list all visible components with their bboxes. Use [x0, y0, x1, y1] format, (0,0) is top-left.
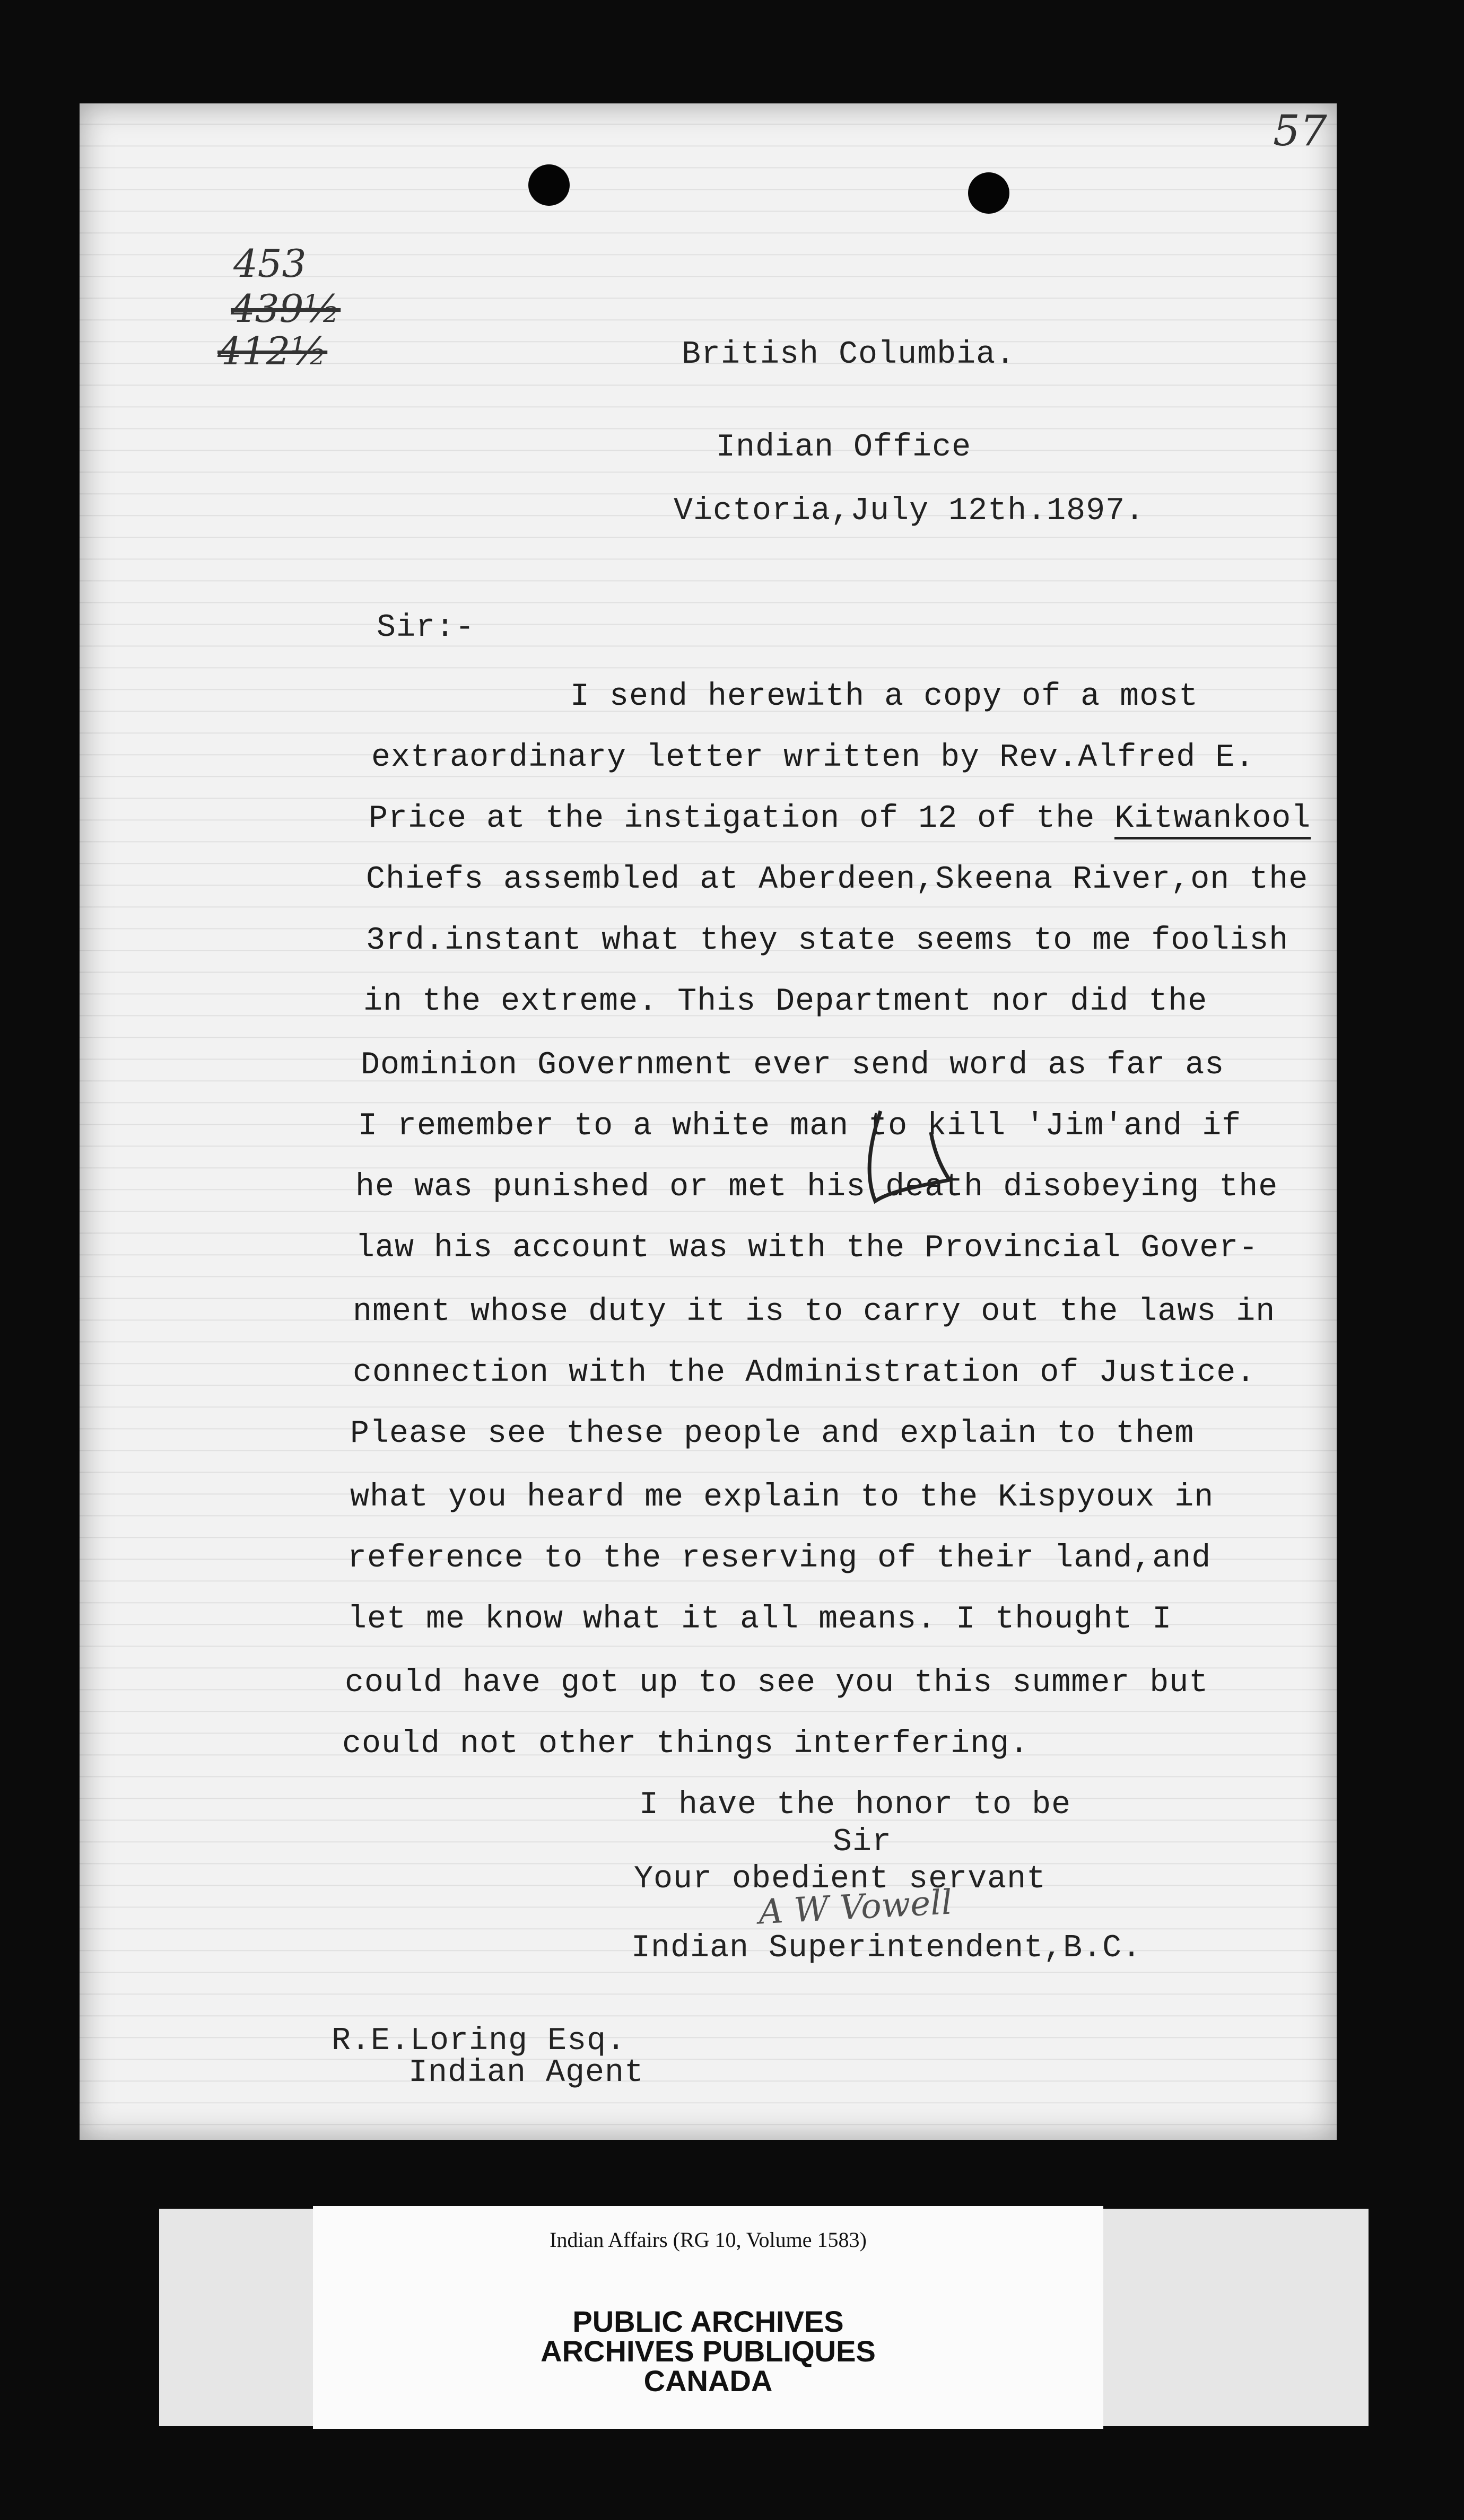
- stamp-line: ARCHIVES PUBLIQUES: [541, 2334, 876, 2368]
- archive-label: [313, 2206, 1103, 2429]
- signer-title: Indian Superintendent,B.C.: [631, 1930, 1142, 1966]
- underlined-word: Kitwankool: [1114, 801, 1311, 839]
- body-line: law his account was with the Provincial Gover-: [355, 1230, 1259, 1266]
- body-line: could have got up to see you this summer but: [345, 1665, 1209, 1701]
- body-line: what you heard me explain to the Kispyoux in: [350, 1480, 1214, 1516]
- stamp-line: PUBLIC ARCHIVES: [572, 2305, 844, 2338]
- struck-file-number-1: 439½: [231, 286, 341, 331]
- punch-hole-right: [968, 172, 1009, 214]
- handwritten-correction-mark: [859, 1100, 955, 1217]
- letterhead-office: Indian Office: [716, 430, 972, 466]
- body-line: I send herewith a copy of a most: [570, 679, 1199, 715]
- closing-line-3: Your obedient servant: [634, 1861, 1047, 1897]
- page-number: 57: [1273, 106, 1327, 155]
- letter-date: Victoria,July 12th.1897.: [674, 493, 1145, 529]
- struck-file-number-2: 412½: [217, 329, 328, 373]
- closing-line-1: I have the honor to be: [639, 1787, 1071, 1823]
- body-line: 3rd.instant what they state seems to me foolish: [366, 923, 1289, 959]
- signature: A W Vowell: [757, 1883, 953, 1932]
- archive-reference: Indian Affairs (RG 10, Volume 1583): [550, 2228, 867, 2252]
- salutation: Sir:-: [377, 610, 475, 646]
- body-line: he was punished or met his death disobeying the: [355, 1169, 1278, 1205]
- archive-stamp: [313, 2307, 1103, 2396]
- addressee-name: R.E.Loring Esq.: [332, 2023, 626, 2059]
- body-line: Dominion Government ever send word as far as: [361, 1047, 1225, 1083]
- body-line: in the extreme. This Department nor did the: [363, 984, 1208, 1020]
- body-line: Please see these people and explain to them: [350, 1416, 1195, 1452]
- punch-hole-left: [528, 164, 570, 206]
- addressee-title: Indian Agent: [408, 2055, 644, 2091]
- file-number: 453: [233, 241, 307, 286]
- stamp-line: CANADA: [643, 2364, 773, 2398]
- body-line: connection with the Administration of Justice.: [353, 1355, 1256, 1391]
- letter-page: [80, 103, 1337, 2140]
- body-line: let me know what it all means. I thought I: [347, 1602, 1172, 1638]
- body-line: reference to the reserving of their land,and: [347, 1541, 1212, 1577]
- body-line: Chiefs assembled at Aberdeen,Skeena River,on the: [366, 862, 1309, 898]
- letterhead-province: British Columbia.: [682, 337, 1016, 373]
- body-line: I remember to a white man to kill 'Jim'and if: [358, 1108, 1242, 1144]
- body-line: extraordinary letter written by Rev.Alfred E.: [371, 740, 1255, 776]
- body-line: could not other things interfering.: [342, 1726, 1030, 1762]
- body-line: Price at the instigation of 12 of the Kitwankool: [369, 801, 1311, 837]
- body-line: nment whose duty it is to carry out the laws in: [353, 1294, 1276, 1330]
- closing-line-2: Sir: [833, 1824, 892, 1860]
